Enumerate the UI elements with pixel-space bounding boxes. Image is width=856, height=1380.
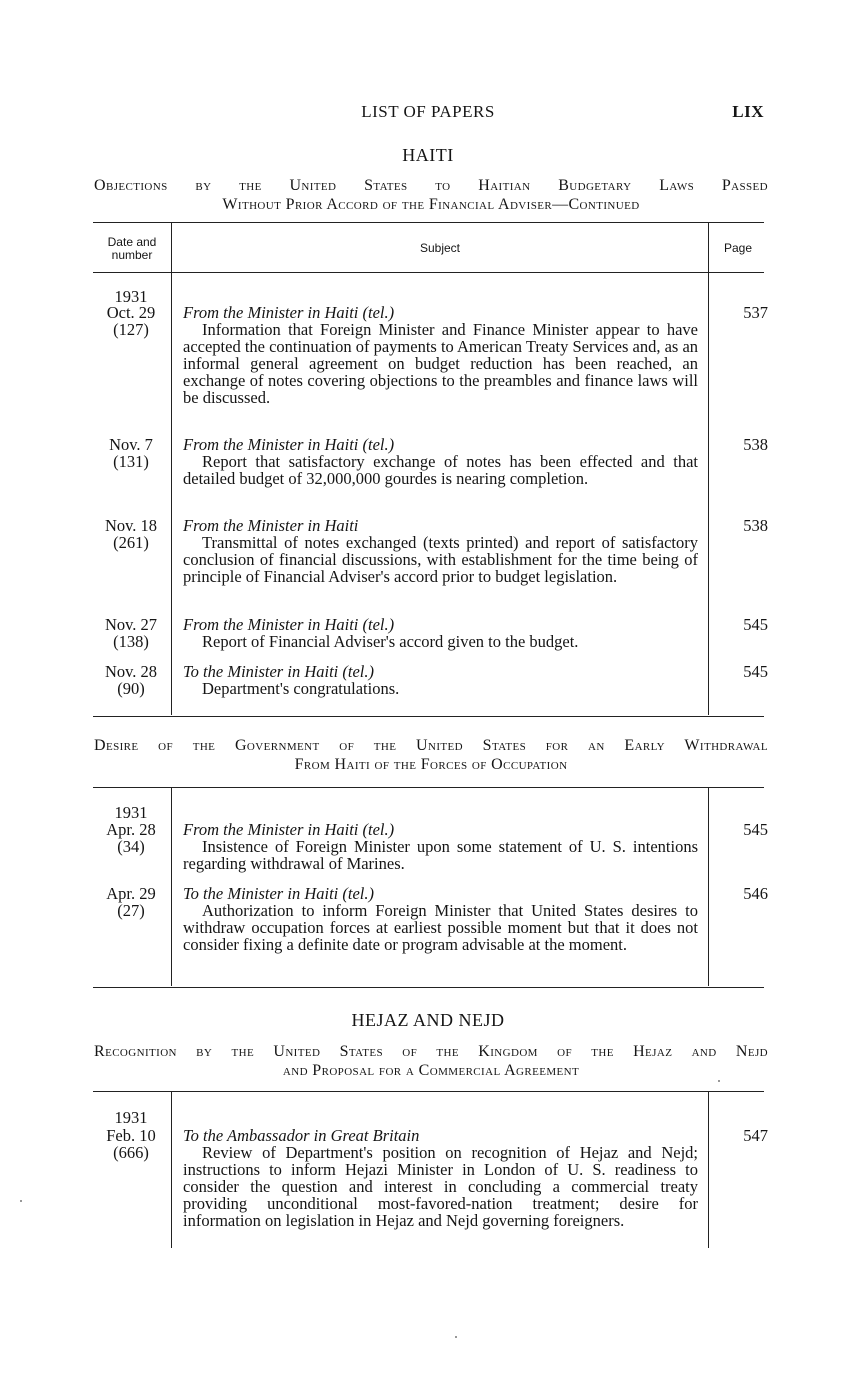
column-header-date	[93, 236, 171, 262]
year-label: 1931	[114, 803, 148, 822]
entry-description: Transmittal of notes exchanged (texts printed) and report of satisfactory conclusion of financial discussions, with establishment for the time being of principle of Financial Adviser's accord prior to budget legislation.	[183, 533, 698, 586]
entry-number: (34)	[117, 837, 145, 856]
year-label: 1931	[114, 1108, 148, 1127]
speck	[718, 1080, 720, 1082]
entry-source: To the Minister in Haiti (tel.)	[183, 662, 374, 681]
entry-description: Insistence of Foreign Minister upon some statement of U. S. intentions regarding withdrawal of Marines.	[183, 837, 698, 873]
entry-description: Review of Department's position on recognition of Hejaz and Nejd; instructions to inform Hejazi Minister in London of U. S. readiness to consider the question and interest in concluding a commercial treaty providing unconditional most-favored-nation treatment; desire for information on legislation in Hejaz and Nejd governing foreigners.	[183, 1143, 698, 1230]
page-number: LIX	[732, 102, 764, 121]
table-top-rule	[93, 222, 764, 223]
section-heading-withdrawal	[94, 736, 768, 774]
entry-page: 537	[743, 303, 768, 322]
table-bottom-rule	[93, 987, 764, 988]
entry-number: (27)	[117, 901, 145, 920]
entry-page: 546	[743, 884, 768, 903]
running-header-title: LIST OF PAPERS	[361, 102, 495, 121]
table-row	[183, 821, 698, 872]
year-label: 1931	[114, 287, 148, 306]
entry-date-text: Apr. 29	[106, 884, 156, 903]
entry-date-text: Apr. 28	[106, 820, 156, 839]
speck	[20, 1200, 22, 1202]
entry-date	[93, 616, 169, 650]
entry-number: (131)	[113, 452, 149, 471]
entry-date-text: Feb. 10	[106, 1126, 156, 1145]
speck	[455, 1336, 457, 1338]
table-top-rule	[93, 1091, 764, 1092]
entry-date	[93, 517, 169, 551]
entry-page: 545	[743, 662, 768, 681]
column-divider-right	[708, 1092, 709, 1248]
entry-date	[93, 436, 169, 470]
header-bottom-rule	[93, 272, 764, 273]
entry-page: 545	[743, 615, 768, 634]
entry-description: Report of Financial Adviser's accord given to the budget.	[202, 632, 579, 651]
entry-source: From the Minister in Haiti (tel.)	[183, 615, 395, 634]
entry-number: (261)	[113, 533, 149, 552]
country-heading-hejaz: HEJAZ AND NEJD	[351, 1010, 505, 1030]
entry-date-text: Nov. 18	[104, 516, 158, 535]
entry-date	[93, 1127, 169, 1161]
section-heading-line: and Proposal for a Commercial Agreement	[282, 1062, 580, 1079]
column-header-date-text: Date and number	[107, 235, 157, 262]
column-divider-left	[171, 223, 172, 715]
entry-source: To the Minister in Haiti (tel.)	[183, 884, 374, 903]
entry-description: Information that Foreign Minister and Finance Minister appear to have accepted the continuation of payments to American Treaty Services and, as an informal general agreement on budget reduction has been reached, an exchange of notes covering objections to the preambles and finance laws will be discussed.	[183, 320, 699, 407]
table-top-rule	[93, 787, 764, 788]
entry-source: From the Minister in Haiti (tel.)	[183, 820, 395, 839]
section-heading-budgetary-laws	[94, 176, 768, 214]
entry-page: 545	[743, 820, 768, 839]
section-heading-line: Recognition by the United States of the Kingdom of the Hejaz and Nejd	[94, 1043, 768, 1060]
section-heading-line: Desire of the Government of the United States for an Early Withdrawal	[94, 737, 768, 754]
table-row	[183, 517, 698, 585]
entry-date-text: Nov. 28	[104, 662, 158, 681]
entry-description: Department's congratulations.	[202, 679, 400, 698]
entry-number: (138)	[113, 632, 149, 651]
table-row	[183, 304, 698, 406]
entry-date	[93, 885, 169, 919]
table-row	[183, 663, 698, 697]
entry-page: 538	[743, 516, 768, 535]
section-heading-line: From Haiti of the Forces of Occupation	[294, 756, 568, 773]
entry-date-text: Nov. 7	[109, 435, 153, 454]
table-row	[183, 1127, 698, 1229]
column-divider-right	[708, 223, 709, 715]
entry-description: Report that satisfactory exchange of notes has been effected and that detailed budget of 32,000,000 gourdes is nearing completion.	[183, 452, 698, 488]
entry-number: (90)	[117, 679, 145, 698]
entry-number: (666)	[113, 1143, 149, 1162]
column-header-subject: Subject	[419, 241, 461, 255]
section-heading-line: Without Prior Accord of the Financial Adviser—Continued	[222, 196, 640, 213]
column-header-page: Page	[723, 241, 753, 255]
section-heading-line: Objections by the United States to Haitian Budgetary Laws Passed	[94, 177, 768, 194]
entry-page: 538	[743, 435, 768, 454]
entry-date	[93, 821, 169, 855]
column-divider-left	[171, 1092, 172, 1248]
entry-number: (127)	[113, 320, 149, 339]
entry-description: Authorization to inform Foreign Minister that United States desires to withdraw occupation forces at earliest possible moment but that it does not consider fixing a definite date or program advisable at the moment.	[183, 901, 698, 954]
entry-date	[93, 304, 169, 338]
table-row	[183, 616, 698, 650]
entry-page: 547	[743, 1126, 768, 1145]
table-row	[183, 436, 698, 487]
column-divider-left	[171, 788, 172, 986]
entry-date-text: Oct. 29	[106, 303, 156, 322]
section-heading-recognition	[94, 1042, 768, 1080]
entry-source: From the Minister in Haiti (tel.)	[183, 303, 395, 322]
entry-date	[93, 663, 169, 697]
entry-source: From the Minister in Haiti (tel.)	[183, 435, 395, 454]
table-bottom-rule	[93, 716, 764, 717]
table-row	[183, 885, 698, 953]
entry-source: From the Minister in Haiti	[183, 516, 359, 535]
entry-source: To the Ambassador in Great Britain	[183, 1126, 420, 1145]
column-divider-right	[708, 788, 709, 986]
entry-date-text: Nov. 27	[104, 615, 158, 634]
country-heading-haiti: HAITI	[402, 145, 454, 165]
